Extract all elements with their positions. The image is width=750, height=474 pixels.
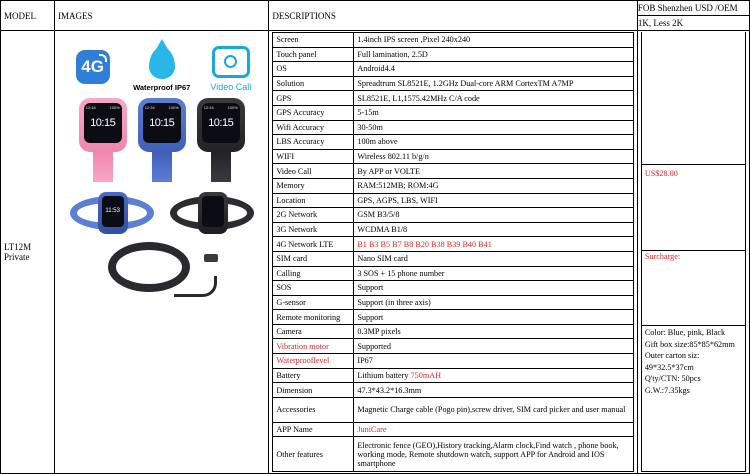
- spec-row-touch-panel: [273, 47, 633, 62]
- spec-row-memory: [273, 178, 633, 193]
- watch-pink: [75, 98, 131, 182]
- spec-key: Memory: [273, 178, 354, 193]
- spec-key: APP Name: [273, 422, 354, 437]
- spec-value: IP67: [354, 354, 633, 369]
- spec-row-wifi: [273, 149, 633, 164]
- spec-key: Other features: [273, 437, 354, 472]
- spec-row-vibration-motor: [273, 339, 633, 354]
- watch-time: 10:15: [90, 117, 116, 129]
- feature-icon-row: [58, 32, 265, 92]
- watch-body: [197, 98, 245, 152]
- watch-band: [93, 152, 113, 182]
- spec-value: Supported: [354, 339, 633, 354]
- watch-strap-black: [170, 190, 254, 236]
- spec-row-sos: [273, 281, 633, 296]
- spec-value: Support: [354, 310, 633, 325]
- spec-value: WCDMA B1/8: [354, 222, 633, 237]
- fob-packing-row: [641, 326, 745, 472]
- spec-key: Camera: [273, 324, 354, 339]
- spec-key: Accessories: [273, 397, 354, 422]
- watch-body: [138, 98, 186, 152]
- spec-row-lbs-accuracy: [273, 135, 633, 150]
- model-cell: [1, 31, 55, 474]
- feature-4g: [61, 50, 125, 88]
- images-cell: [55, 31, 269, 474]
- watch-strap-blue: [70, 190, 154, 236]
- header-images: IMAGES: [55, 1, 269, 31]
- spec-row-3g-network: [273, 222, 633, 237]
- spec-key: Screen: [273, 33, 354, 48]
- header-fob-qty: 1K, Less 2K: [637, 18, 684, 28]
- product-row: [1, 31, 750, 474]
- spec-key: SOS: [273, 281, 354, 296]
- spec-row-screen: [273, 33, 633, 48]
- packing-weight: G.W.:7.35kgs: [644, 385, 690, 395]
- header-fob-title: FOB Shenzhen USD /OEM: [638, 1, 749, 16]
- watch-status-right: 100%: [168, 105, 179, 110]
- spec-key: OS: [273, 62, 354, 77]
- battery-capacity: 750mAH: [410, 370, 442, 380]
- spec-row-2g-network: [273, 208, 633, 223]
- charger-image: [58, 242, 265, 298]
- spec-row-os: [273, 62, 633, 77]
- charger-cable: [108, 242, 216, 298]
- spec-row-gps-accuracy: [273, 105, 633, 120]
- spec-row-sim-card: [273, 251, 633, 266]
- spec-key: Remote monitoring: [273, 310, 354, 325]
- spec-row-video-call: [273, 164, 633, 179]
- watch-status-left: 12:34: [203, 105, 214, 110]
- watch-screen: [202, 196, 224, 227]
- spec-value: RAM:512MB; ROM:4G: [354, 178, 633, 193]
- spec-row-battery: [273, 368, 633, 383]
- spec-row-app-name: [273, 422, 633, 437]
- spec-key: Vibration motor: [273, 339, 354, 354]
- spec-value: Spreadtrum SL8521E, 1.2GHz Dual-core ARM CortexTM A7MP: [354, 76, 633, 91]
- spec-key: Dimension: [273, 383, 354, 398]
- spec-key: Calling: [273, 266, 354, 281]
- watch-strap-row: [58, 190, 265, 236]
- spec-row-other-features: [273, 437, 633, 472]
- spec-value: 3 SOS + 15 phone number: [354, 266, 633, 281]
- feature-video-call: [199, 46, 263, 92]
- watch-screen: [202, 103, 240, 143]
- spec-value: [354, 368, 633, 383]
- header-descriptions: DESCRIPTIONS: [269, 1, 637, 31]
- spec-key: LBS Accuracy: [273, 135, 354, 150]
- fob-packing-info: [641, 326, 745, 472]
- fob-surcharge-label: Surcharge:: [641, 251, 745, 326]
- spec-row-wifi-accuracy: [273, 120, 633, 135]
- spec-list: [272, 32, 633, 472]
- spec-key: Solution: [273, 76, 354, 91]
- fob-cell: [637, 31, 749, 474]
- spec-value: Electronic fence (GEO),History tracking,Alarm clock,Find watch , phone book, working mode, Remote shutdown watch, support APP for Android and IOS smartphone: [354, 437, 633, 472]
- header-model: MODEL: [1, 1, 55, 31]
- spec-row-dimension: [273, 383, 633, 398]
- spec-row-location: [273, 193, 633, 208]
- spec-row-camera: [273, 324, 633, 339]
- watch-body: [79, 98, 127, 152]
- descriptions-cell: [269, 31, 637, 474]
- spec-key: Location: [273, 193, 354, 208]
- spec-key: Wifi Accuracy: [273, 120, 354, 135]
- fob-table: [641, 32, 746, 472]
- spec-value: Nano SIM card: [354, 251, 633, 266]
- spec-row-calling: [273, 266, 633, 281]
- spec-value: 30-50m: [354, 120, 633, 135]
- spec-row-g-sensor: [273, 295, 633, 310]
- spec-value: 5-15m: [354, 105, 633, 120]
- watch-status-bar: [145, 105, 179, 110]
- video-call-icon: [212, 46, 250, 78]
- watch-body: [98, 192, 128, 234]
- spec-key: SIM card: [273, 251, 354, 266]
- watch-screen: [84, 103, 122, 143]
- spec-row-solution: [273, 76, 633, 91]
- spec-key: 4G Network LTE: [273, 237, 354, 252]
- packing-giftbox: Gift box size:85*85*62mm: [644, 339, 735, 349]
- spec-value: Support: [354, 281, 633, 296]
- watch-status-left: 12:34: [85, 105, 96, 110]
- spec-row-accessories: [273, 397, 633, 422]
- spec-row-waterproof-level: [273, 354, 633, 369]
- watch-status-right: 100%: [227, 105, 238, 110]
- packing-color: Color: Blue, pink, Black: [644, 328, 726, 337]
- spec-value: 100m above: [354, 135, 633, 150]
- spec-key: G-sensor: [273, 295, 354, 310]
- watch-status-right: 100%: [109, 105, 120, 110]
- waterdrop-icon: [149, 47, 175, 79]
- spec-value: By APP or VOLTE: [354, 164, 633, 179]
- watch-status-bar: [204, 105, 238, 110]
- watch-screen: [143, 103, 181, 143]
- watch-blue: [134, 98, 190, 182]
- watch-time: 10:15: [208, 117, 234, 129]
- spec-key: Waterprooflevel: [273, 354, 354, 369]
- watch-status-bar: [86, 105, 120, 110]
- spec-value: 47.3*43.2*16.3mm: [354, 383, 633, 398]
- usb-connector: [204, 254, 218, 262]
- product-image-area: [58, 32, 265, 472]
- fob-blank-row-1: [641, 32, 745, 165]
- spec-value: B1 B3 B5 B7 B8 B20 B38 B39 B40 B41: [354, 237, 633, 252]
- spec-value: Android4.4: [354, 62, 633, 77]
- fob-surcharge-row: [641, 251, 745, 326]
- spec-row-4g-network: [273, 237, 633, 252]
- spec-key: Video Call: [273, 164, 354, 179]
- packing-carton: Outer carton siz: 49*32.5*37cm: [644, 351, 700, 372]
- spec-key: WIFI: [273, 149, 354, 164]
- packing-qty: Q'ty/CTN: 50pcs: [644, 374, 701, 383]
- model-status: Private: [4, 252, 30, 263]
- watch-screen: 11:53: [102, 196, 124, 227]
- spec-value: Magnetic Charge cable (Pogo pin),screw driver, SIM card picker and user manual: [354, 397, 633, 422]
- spec-value: GSM B3/5/8: [354, 208, 633, 223]
- table-header-row: [1, 1, 750, 31]
- fob-blank-top: [641, 32, 745, 165]
- spec-row-gps: [273, 91, 633, 106]
- spec-value: SL8521E, L1,1575.42MHz C/A code: [354, 91, 633, 106]
- spec-value: Full lamination, 2.5D: [354, 47, 633, 62]
- watch-black: [193, 98, 249, 182]
- watch-status-left: 12:34: [144, 105, 155, 110]
- fob-price-row: [641, 165, 745, 251]
- spec-key: Battery: [273, 368, 354, 383]
- watch-color-row: [58, 98, 265, 182]
- spec-key: GPS: [273, 91, 354, 106]
- spec-key: 3G Network: [273, 222, 354, 237]
- watch-body: [198, 192, 228, 234]
- watch-band: [211, 152, 231, 182]
- model-name: LT12M: [4, 242, 32, 253]
- feature-waterproof: [130, 47, 194, 92]
- watch-time: 10:15: [149, 117, 175, 129]
- spec-value: 1.4inch IPS screen ,Pixel 240x240: [354, 33, 633, 48]
- spec-key: 2G Network: [273, 208, 354, 223]
- spec-value: GPS, AGPS, LBS, WIFI: [354, 193, 633, 208]
- feature-video-call-label: Video Call: [210, 82, 252, 92]
- feature-waterproof-label: Waterproof IP67: [133, 82, 191, 92]
- fob-price: US$28.00: [641, 165, 745, 251]
- spec-value: Support (in three axis): [354, 295, 633, 310]
- battery-text: Lithium battery: [357, 370, 411, 380]
- spec-value: JuniCare: [354, 422, 633, 437]
- charger-wire: [174, 276, 217, 297]
- watch-band: [152, 152, 172, 182]
- spec-value: Wireless 802.11 b/g/n: [354, 149, 633, 164]
- header-fob: [637, 1, 749, 31]
- spec-key: Touch panel: [273, 47, 354, 62]
- spec-key: GPS Accuracy: [273, 105, 354, 120]
- 4g-icon: 4G: [76, 50, 110, 84]
- spec-value: 0.3MP pixels: [354, 324, 633, 339]
- spec-row-remote-monitoring: [273, 310, 633, 325]
